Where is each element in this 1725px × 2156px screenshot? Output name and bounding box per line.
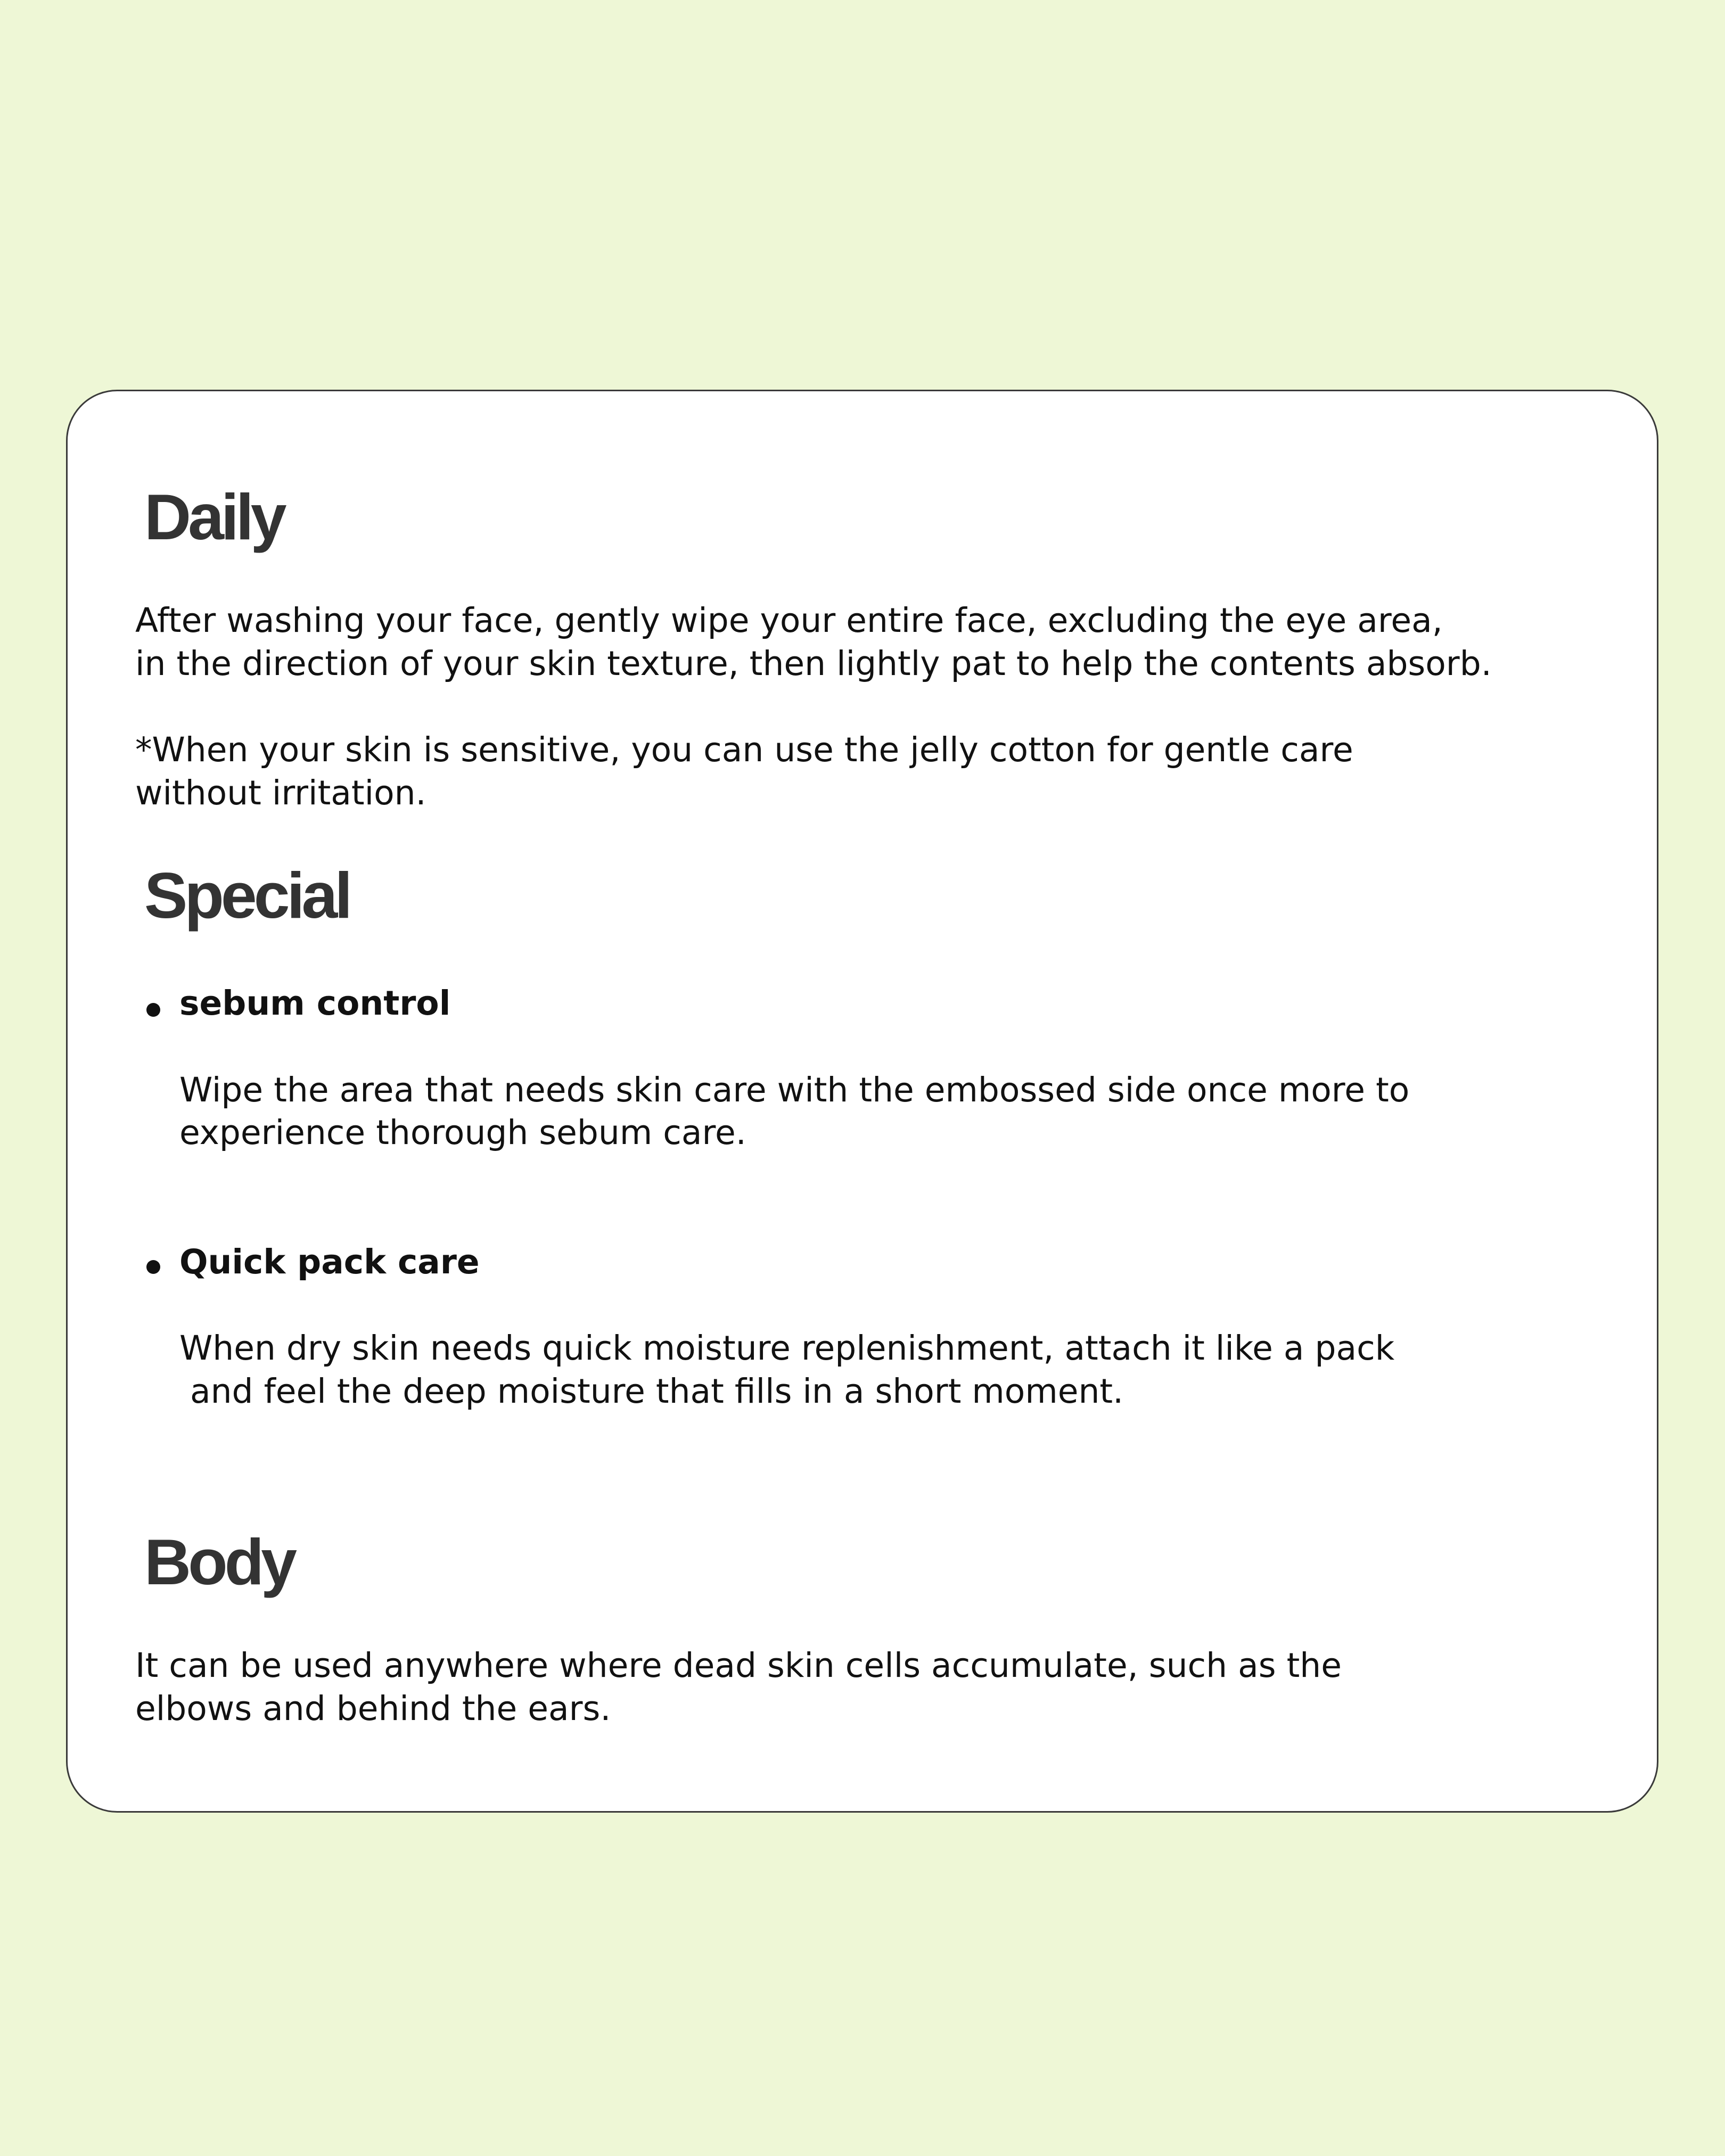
sebum-control-line-1: Wipe the area that needs skin care with the embossed side once more to bbox=[179, 1071, 1410, 1109]
body-heading: Body bbox=[144, 1526, 294, 1598]
quick-pack-care-line-2: and feel the deep moisture that fills in a short moment. bbox=[179, 1372, 1124, 1411]
bullet-dot bbox=[146, 1003, 160, 1017]
daily-paragraph-line-1: After washing your face, gently wipe your entire face, excluding the eye area, bbox=[135, 601, 1443, 640]
instructions-card bbox=[66, 390, 1658, 1813]
quick-pack-care-label: Quick pack care bbox=[179, 1242, 480, 1281]
bullet-dot bbox=[146, 1260, 160, 1274]
daily-note-line-2: without irritation. bbox=[135, 773, 426, 812]
daily-note-line-1: *When your skin is sensitive, you can use the jelly cotton for gentle care bbox=[135, 730, 1353, 769]
special-heading: Special bbox=[144, 859, 350, 932]
body-paragraph-line-1: It can be used anywhere where dead skin cells accumulate, such as the bbox=[135, 1646, 1342, 1685]
sebum-control-label: sebum control bbox=[179, 984, 451, 1023]
sebum-control-line-2: experience thorough sebum care. bbox=[179, 1113, 746, 1152]
quick-pack-care-line-1: When dry skin needs quick moisture replenishment, attach it like a pack bbox=[179, 1329, 1395, 1368]
daily-paragraph-line-2: in the direction of your skin texture, then lightly pat to help the contents absorb. bbox=[135, 644, 1492, 683]
body-paragraph-line-2: elbows and behind the ears. bbox=[135, 1689, 611, 1728]
daily-heading: Daily bbox=[144, 481, 284, 553]
